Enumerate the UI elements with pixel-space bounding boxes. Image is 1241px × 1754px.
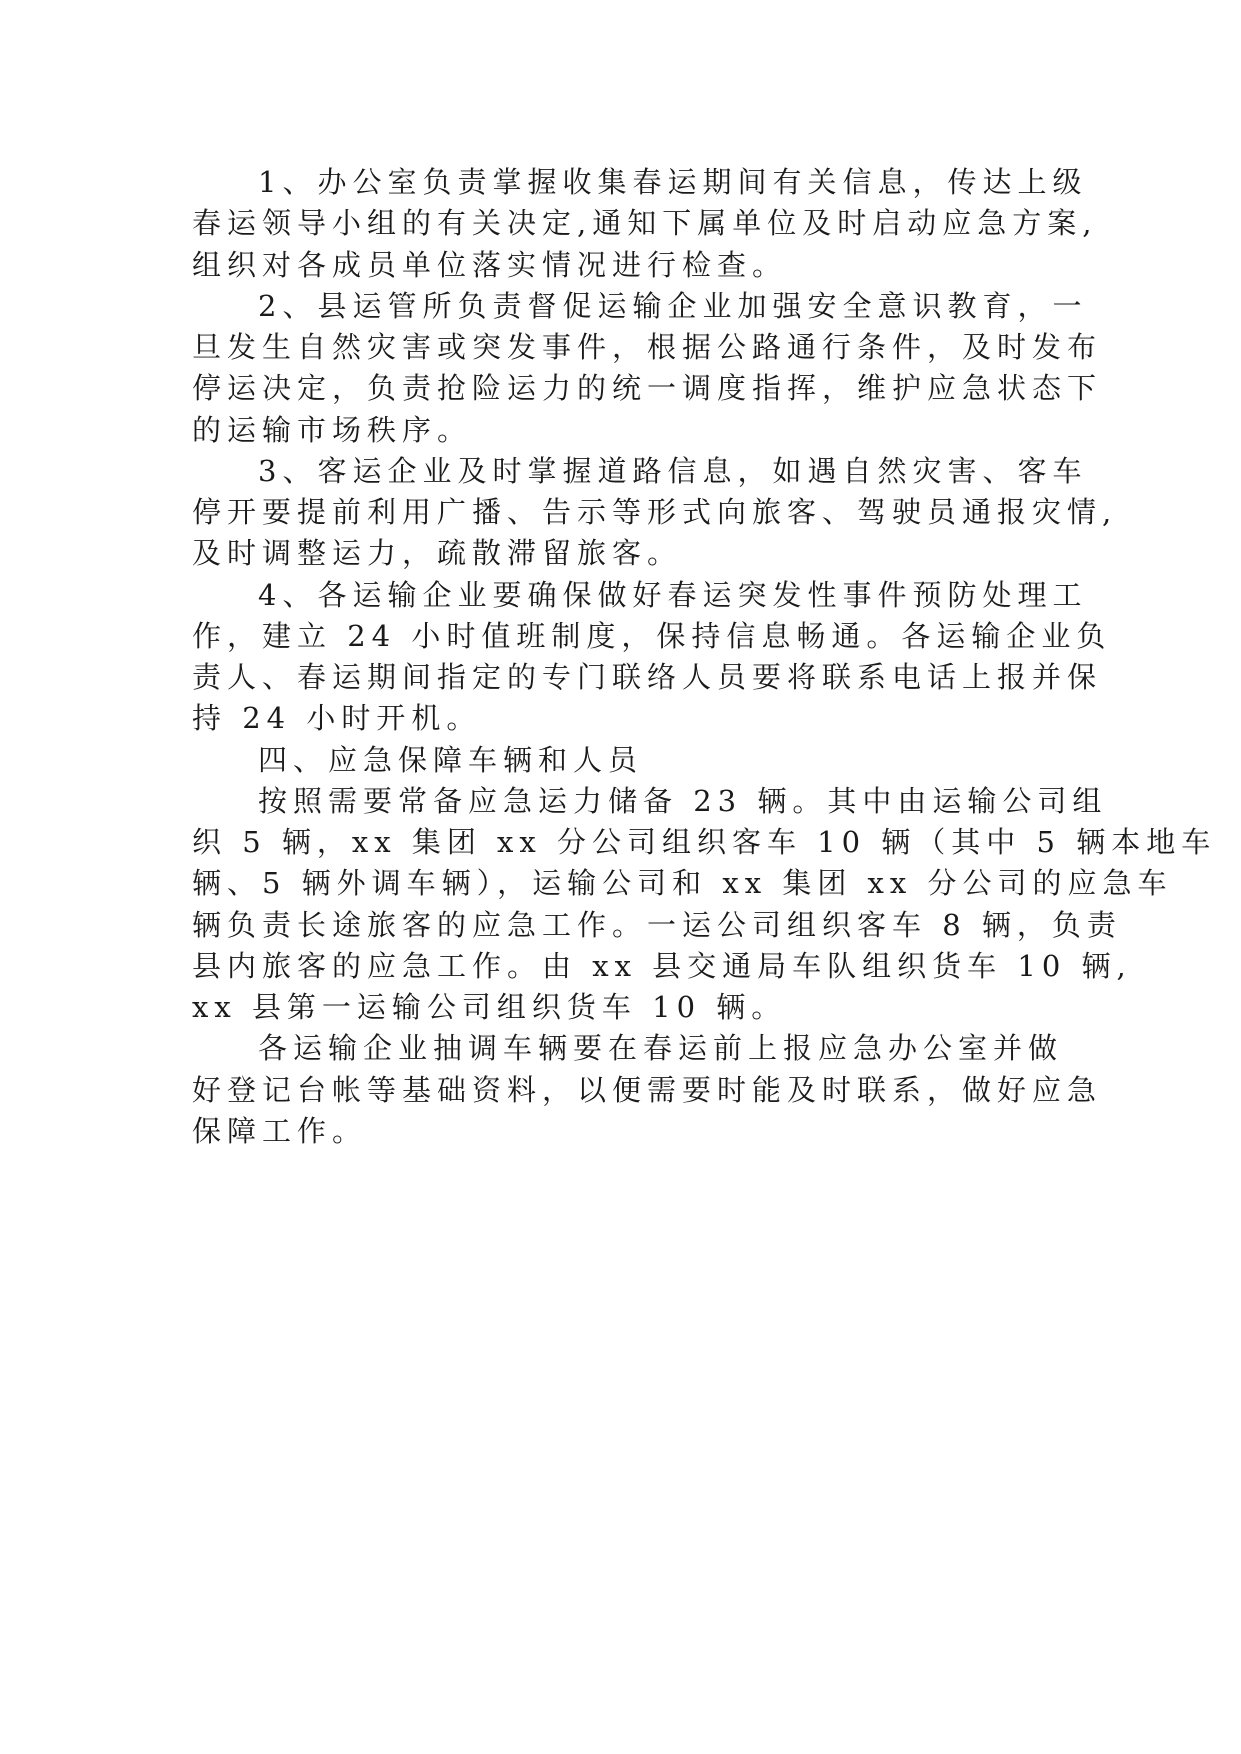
text-line: xx 县第一运输公司组织货车 10 辆。 [192,990,787,1024]
paragraph-registration [192,1028,1103,1151]
text-line: 辆负责长途旅客的应急工作。一运公司组织客车 8 辆，负责 [192,907,1122,942]
text-line: 1、办公室负责掌握收集春运期间有关信息，传达上级 [258,165,1088,199]
text-line: 的运输市场秩序。 [192,412,473,447]
text-line: 县内旅客的应急工作。由 xx 县交通局车队组织货车 10 辆, [192,948,1132,983]
text-line: 旦发生自然灾害或突发事件，根据公路通行条件，及时发布 [192,330,1103,364]
text-line: 保障工作。 [192,1113,368,1148]
text-line: 4、各运输企业要确保做好春运突发性事件预防处理工 [258,577,1088,612]
text-line: 好登记台帐等基础资料，以便需要时能及时联系，做好应急 [192,1072,1103,1107]
paragraph-vehicle-reserve [192,781,1217,1027]
document-body [192,162,1217,1152]
text-line: 织 5 辆，xx 集团 xx 分公司组织客车 10 辆（其中 5 辆本地车 [192,825,1217,859]
text-line: 春运领导小组的有关决定,通知下属单位及时启动应急方案, [192,206,1098,241]
text-line: 2、县运管所负责督促运输企业加强安全意识教育，一 [258,288,1088,323]
text-line: 各运输企业抽调车辆要在春运前上报应急办公室并做 [258,1031,1064,1066]
paragraph-passenger-enterprises [192,451,1118,574]
paragraph-office-duties [192,162,1098,285]
text-line: 组织对各成员单位落实情况进行检查。 [192,247,788,282]
text-line: 责人、春运期间指定的专门联络人员要将联系电话上报并保 [192,660,1103,694]
text-line: 作，建立 24 小时值班制度，保持信息畅通。各运输企业负 [192,618,1112,653]
text-line: 按照需要常备应急运力储备 23 辆。其中由运输公司组 [258,783,1108,818]
text-line: 持 24 小时开机。 [192,701,482,736]
paragraph-duty-system [192,575,1112,739]
section-heading-emergency-vehicles [192,740,1062,780]
text-line: 停开要提前利用广播、告示等形式向旅客、驾驶员通报灾情, [192,495,1118,529]
text-line: 停运决定，负责抢险运力的统一调度指挥，维护应急状态下 [192,371,1103,406]
text-line: 辆、5 辆外调车辆），运输公司和 xx 集团 xx 分公司的应急车 [192,866,1173,901]
text-line: 3、客运企业及时掌握道路信息，如遇自然灾害、客车 [258,453,1088,488]
section-heading: 四、应急保障车辆和人员 [258,742,644,777]
text-line: 及时调整运力，疏散滞留旅客。 [192,536,683,571]
paragraph-transport-management [192,286,1103,450]
